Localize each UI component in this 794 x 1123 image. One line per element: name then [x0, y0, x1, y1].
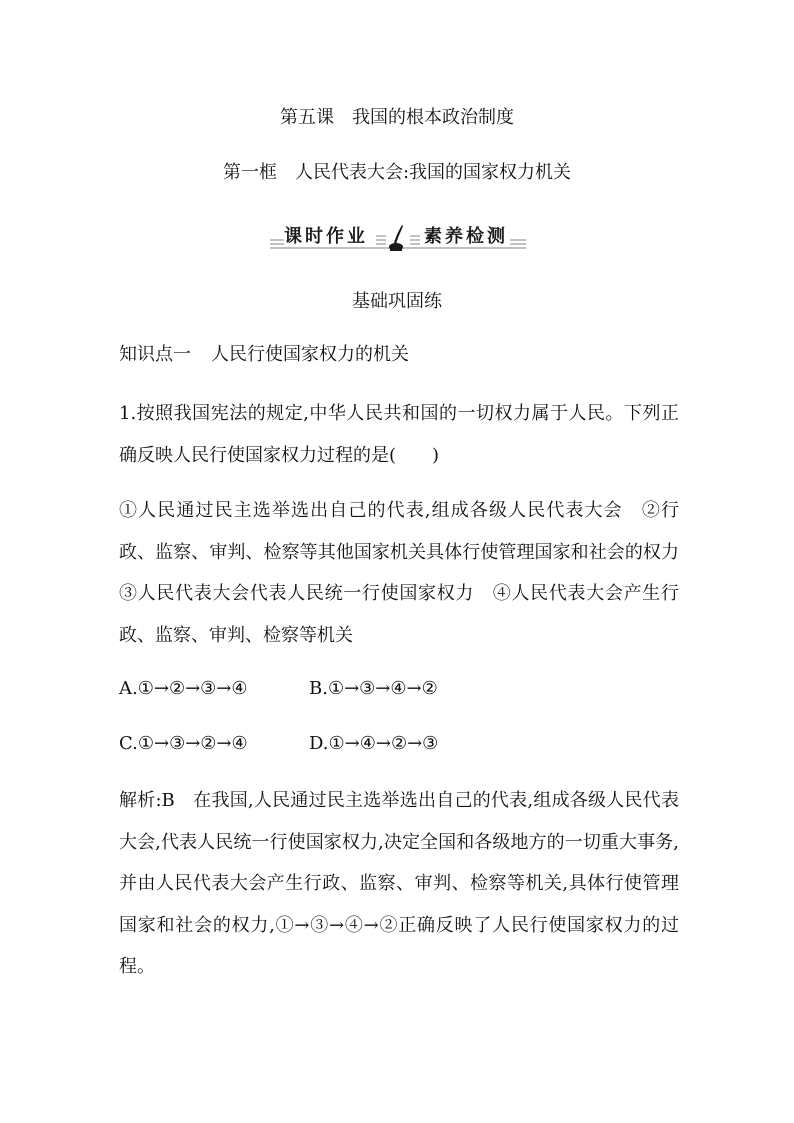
lesson-subtitle: 第一框 人民代表大会:我国的国家权力机关 — [222, 162, 572, 183]
options-row-2 — [119, 732, 438, 756]
banner-right-text: 素养检测 — [424, 226, 508, 247]
option-c: C.①→③→②→④ — [119, 733, 248, 754]
option-a: A.①→②→③→④ — [119, 678, 248, 699]
banner-left-text: 课时作业 — [284, 226, 368, 247]
knowledge-point — [119, 343, 409, 367]
lesson-title: 第五课 我国的根本政治制度 — [280, 107, 514, 128]
knowledge-point-text: 人民行使国家权力的机关 — [211, 344, 409, 365]
banner — [0, 224, 794, 254]
option-d: D.①→④→②→③ — [309, 733, 439, 754]
answer-analysis: 解析:B 在我国,人民通过民主选举选出自己的代表,组成各级人民代表大会,代表人民统一行使国家权力,决定全国和各级地方的一切重大事务,并由人民代表大会产生行政、监察、审判、检察等机关,具体行使管理国家和社会的权力,①→③→④→②正确反映了人民行使国家权力的过程。 — [119, 790, 679, 977]
pen-icon — [386, 224, 410, 254]
options-row-1 — [119, 677, 438, 701]
question-statements: ①人民通过民主选举选出自己的代表,组成各级人民代表大会 ②行政、监察、审判、检察等其他国家机关具体行使管理国家和社会的权力 ③人民代表大会代表人民统一行使国家权力 ④人民代表大会产生行政、监察、审判、检察等机关 — [119, 500, 697, 646]
option-b: B.①→③→④→② — [309, 678, 438, 699]
question-stem: 1.按照我国宪法的规定,中华人民共和国的一切权力属于人民。下列正确反映人民行使国家权力过程的是( ) — [119, 403, 679, 466]
section-heading: 基础巩固练 — [352, 291, 442, 312]
knowledge-point-label: 知识点一 — [119, 344, 191, 365]
